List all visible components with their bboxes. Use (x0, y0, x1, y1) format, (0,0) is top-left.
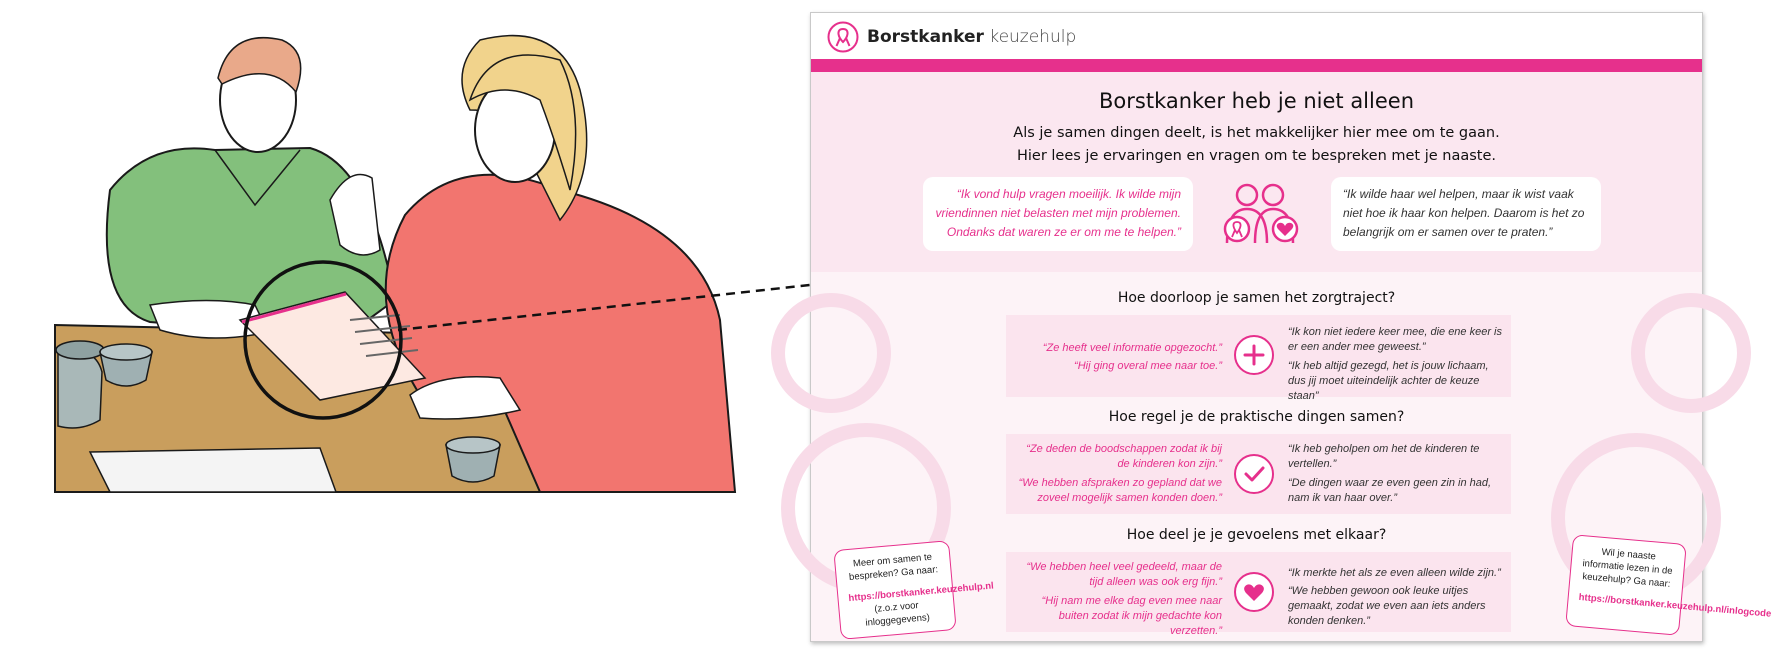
heart-icon (1234, 572, 1274, 612)
answer-panel-gevoelens (1006, 552, 1511, 637)
card-link[interactable]: https://borstkanker.keuzehulp.nl/inlogcode (1578, 591, 1772, 620)
illustration-two-people-reading-leaflet (0, 0, 810, 650)
teapot (56, 341, 104, 428)
right-quote: “De dingen waar ze even geen zin in had, nam ik van haar over.” (1288, 477, 1492, 504)
right-quote: “Ik heb geholpen om het de kinderen te vertellen.” (1288, 443, 1480, 470)
check-icon (1234, 454, 1274, 494)
poster-header (811, 13, 1702, 59)
answer-panel-praktische-dingen (1006, 434, 1511, 514)
subtitle-line-2: Hier lees je ervaringen en vragen om te bespreken met je naaste. (1016, 148, 1497, 164)
left-quote: “Ze heeft veel informatie opgezocht.” (1042, 342, 1222, 354)
quote-bubble-patient: “Ik vond hulp vragen moeilijk. Ik wilde mijn vriendinnen niet belasten met mijn problemen. Ondanks dat waren ze er om me te helpen.” (923, 177, 1193, 251)
question-zorgtraject: Hoe doorloop je samen het zorgtraject? (1117, 290, 1396, 306)
info-card-more-to-discuss (833, 540, 995, 640)
pink-header-bar (811, 59, 1702, 72)
question-praktische-dingen: Hoe regel je de praktische dingen samen? (1108, 409, 1405, 425)
logo-product: keuzehulp (989, 27, 1077, 47)
card-text: Wil je naaste informatie lezen in de keuzehulp? Ga naar: (1581, 546, 1673, 590)
card-note: (z.o.z voor inloggegevens) (865, 600, 931, 629)
plus-icon (1234, 335, 1274, 375)
right-quote: “Ik heb altijd gezegd, het is jouw lichaam, dus jij moet uiteindelijk achter de keuze staan” (1288, 360, 1489, 402)
left-quote: “Hij nam me elke dag even mee naar buiten zodat ik mijn gedachte kon verzetten.” (1041, 595, 1222, 637)
subtitle-line-1: Als je samen dingen deelt, is het makkelijker hier mee om te gaan. (1013, 125, 1500, 141)
card-text: Meer om samen te bespreken? Ga naar: (848, 551, 939, 583)
logo-text (867, 27, 1076, 47)
cup-left (100, 344, 152, 386)
right-quote: “Ik merkte het als ze even alleen wilde zijn.” (1288, 567, 1501, 579)
poster (810, 12, 1772, 642)
left-quote: “Hij ging overal mee naar toe.” (1074, 360, 1222, 372)
info-card-partner-info (1565, 534, 1772, 636)
decorative-circle (1631, 293, 1751, 413)
cup-right (446, 437, 500, 482)
right-quote: “We hebben gewoon ook leuke uitjes gemaakt, zodat we even aan iets anders konden denken.” (1288, 585, 1486, 627)
logo-brand: Borstkanker (867, 27, 984, 47)
poster-title: Borstkanker heb je niet alleen (1099, 89, 1414, 113)
question-gevoelens: Hoe deel je je gevoelens met elkaar? (1126, 527, 1387, 543)
quote-bubble-partner: “Ik wilde haar wel helpen, maar ik wist vaak niet hoe ik haar kon helpen. Daarom is het zo belangrijk om er samen over te praten.” (1331, 177, 1601, 251)
notebook (90, 448, 336, 492)
left-quote: “We hebben heel veel gedeeld, maar de tijd alleen was ook erg fijn.” (1026, 561, 1222, 588)
pink-ribbon-icon (827, 21, 859, 53)
right-quote: “Ik kon niet iedere keer mee, die ene keer is er een ander mee geweest.” (1288, 326, 1503, 353)
decorative-circle (771, 293, 891, 413)
left-quote: “We hebben afspraken zo gepland dat we zoveel mogelijk samen konden doen.” (1018, 477, 1222, 504)
answer-panel-zorgtraject (1006, 315, 1511, 402)
card-link[interactable]: https://borstkanker.keuzehulp.nl (848, 580, 995, 605)
two-people-ribbon-heart-icon (1213, 183, 1309, 253)
left-quote: “Ze deden de boodschappen zodat ik bij de kinderen kon zijn.” (1026, 443, 1222, 470)
